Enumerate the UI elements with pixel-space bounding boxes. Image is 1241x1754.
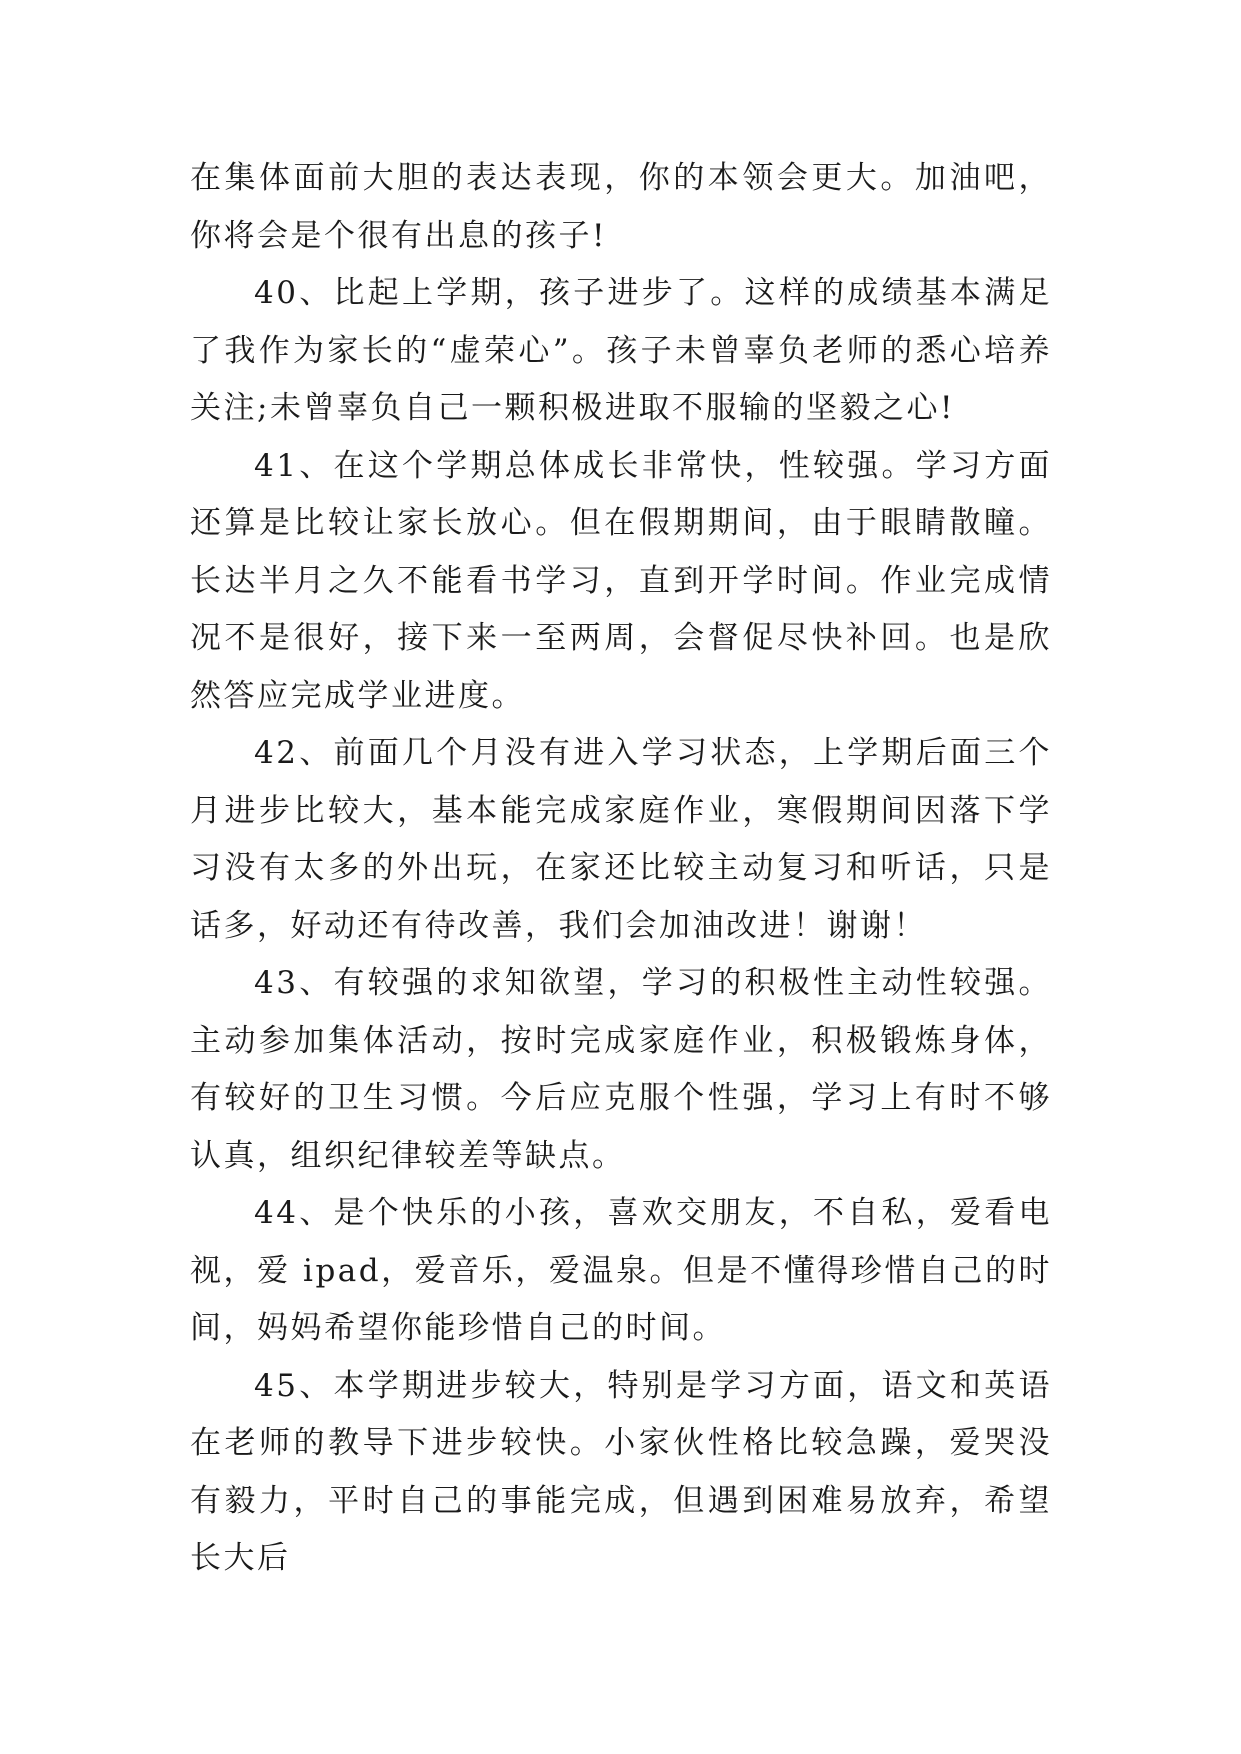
paragraph-43: 43、有较强的求知欲望，学习的积极性主动性较强。主动参加集体活动，按时完成家庭作业，积极锻炼身体，有较好的卫生习惯。今后应克服个性强，学习上有时不够认真，组织纪律较差等缺点。 <box>190 965 1052 1174</box>
paragraph-42: 42、前面几个月没有进入学习状态，上学期后面三个月进步比较大，基本能完成家庭作业，寒假期间因落下学习没有太多的外出玩，在家还比较主动复习和听话，只是话多，好动还有待改善，我们会加油改进！谢谢！ <box>190 735 1052 944</box>
paragraph-41: 41、在这个学期总体成长非常快，性较强。学习方面还算是比较让家长放心。但在假期期间，由于眼睛散瞳。长达半月之久不能看书学习，直到开学时间。作业完成情况不是很好，接下来一至两周，会督促尽快补回。也是欣然答应完成学业进度。 <box>190 447 1052 714</box>
paragraph-45: 45、本学期进步较大，特别是学习方面，语文和英语在老师的教导下进步较快。小家伙性格比较急躁，爱哭没有毅力，平时自己的事能完成，但遇到困难易放弃，希望长大后 <box>190 1367 1052 1576</box>
document-body <box>190 150 1052 1588</box>
paragraph-44: 44、是个快乐的小孩，喜欢交朋友，不自私，爱看电视，爱 ipad，爱音乐，爱温泉。但是不懂得珍惜自己的时间，妈妈希望你能珍惜自己的时间。 <box>190 1195 1052 1346</box>
paragraph-40: 40、比起上学期，孩子进步了。这样的成绩基本满足了我作为家长的“虚荣心”。孩子未曾辜负老师的悉心培养关注;未曾辜负自己一颗积极进取不服输的坚毅之心! <box>190 275 1052 426</box>
paragraph-continuation: 在集体面前大胆的表达表现，你的本领会更大。加油吧，你将会是个很有出息的孩子! <box>190 160 1052 254</box>
